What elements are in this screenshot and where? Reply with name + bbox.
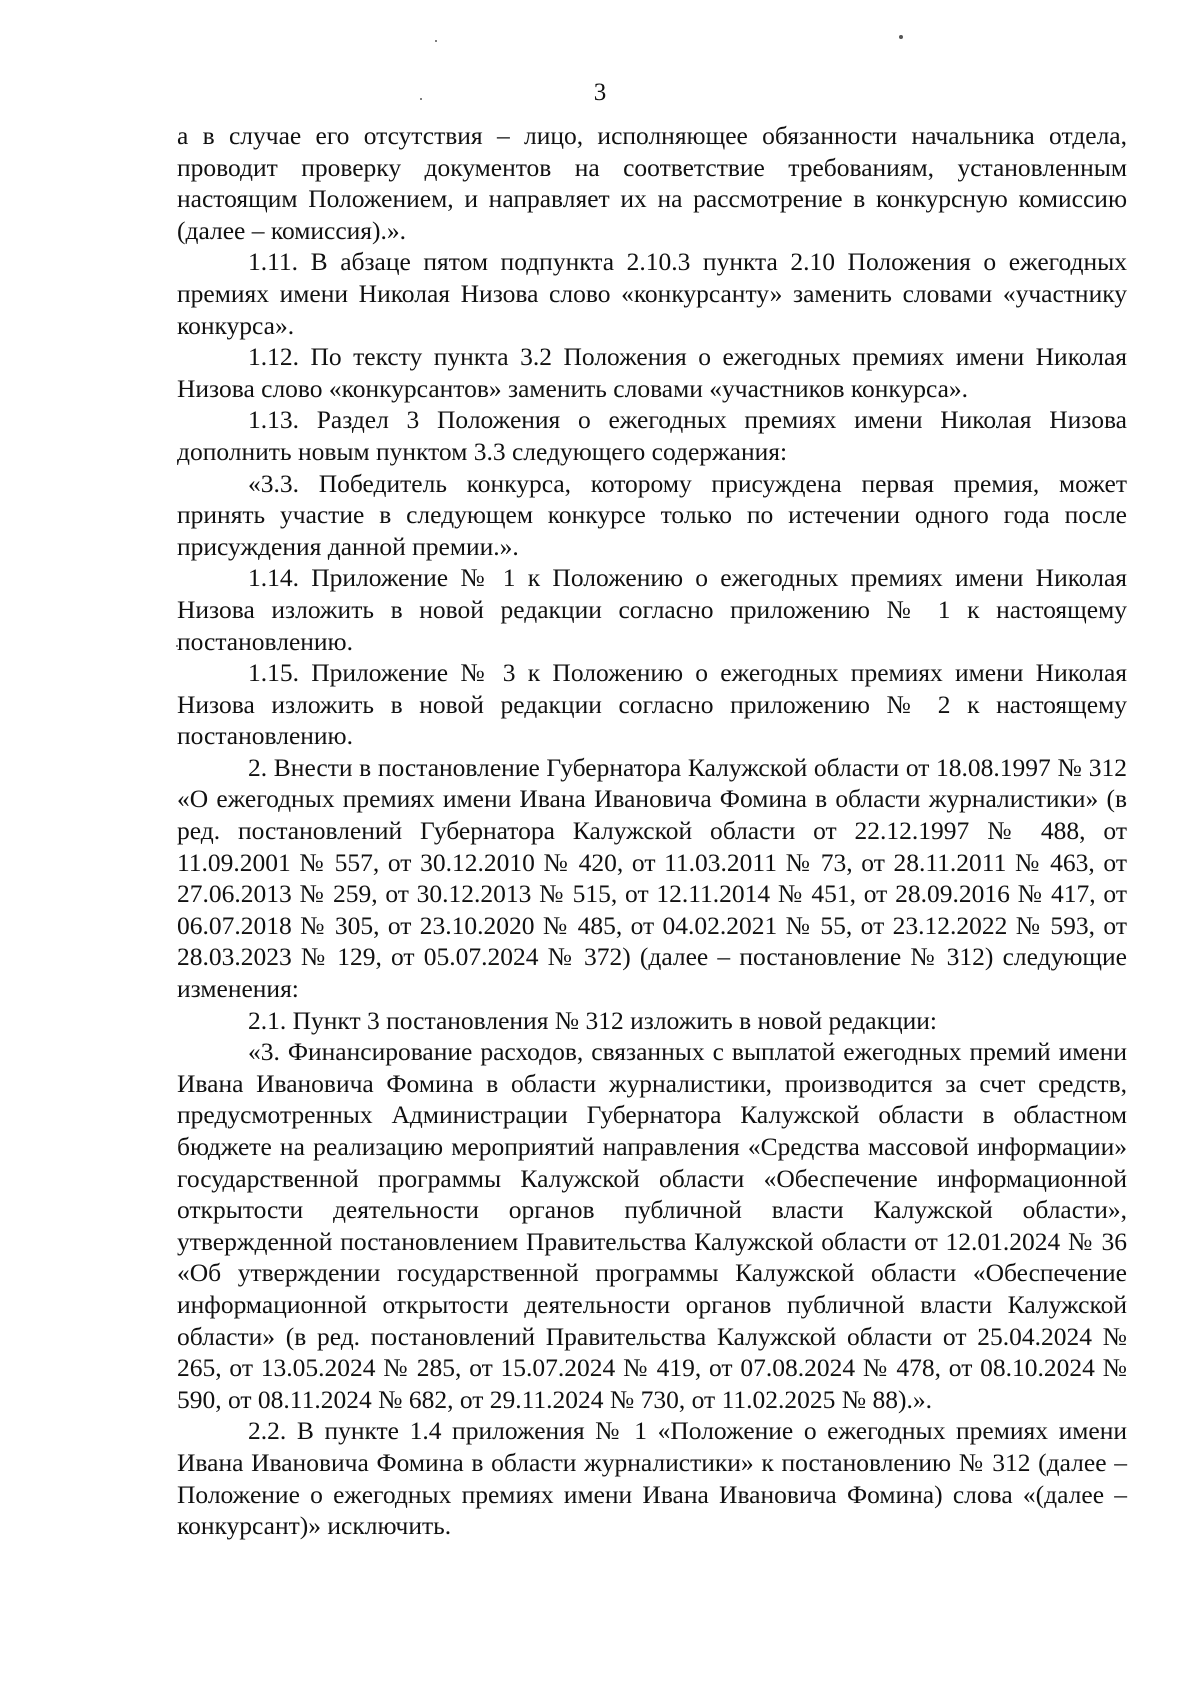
- paragraph-1-14: 1.14. Приложение № 1 к Положению о ежегодных премиях имени Николая Низова изложить в новой редакции согласно приложению № 1 к настоящему постановлению.: [177, 563, 1127, 656]
- document-body: [177, 120, 1127, 1542]
- paragraph-2: 2. Внести в постановление Губернатора Калужской области от 18.08.1997 № 312 «О ежегодных премиях имени Ивана Ивановича Фомина в области журналистики» (в ред. постановлений Губернатора Калужской области от 22.12.1997 № 488, от 11.09.2001 № 557, от 30.12.2010 № 420, от 11.03.2011 № 73, от 28.11.2011 № 463, от 27.06.2013 № 259, от 30.12.2013 № 515, от 12.11.2014 № 451, от 28.09.2016 № 417, от 06.07.2018 № 305, от 23.10.2020 № 485, от 04.02.2021 № 55, от 23.12.2022 № 593, от 28.03.2023 № 129, от 05.07.2024 № 372) (далее – постановление № 312) следующие изменения:: [177, 752, 1127, 1004]
- paragraph-1-12: 1.12. По тексту пункта 3.2 Положения о ежегодных премиях имени Николая Низова слово «конкурсантов» заменить словами «участников конкурса».: [177, 342, 1127, 403]
- paragraph-1-11: 1.11. В абзаце пятом подпункта 2.10.3 пункта 2.10 Положения о ежегодных премиях имени Николая Низова слово «конкурсанту» заменить словами «участнику конкурса».: [177, 247, 1127, 340]
- paragraph-1-13: 1.13. Раздел 3 Положения о ежегодных премиях имени Николая Низова дополнить новым пунктом 3.3 следующего содержания:: [177, 405, 1127, 466]
- paragraph-2-1: 2.1. Пункт 3 постановления № 312 изложить в новой редакции:: [248, 1005, 937, 1035]
- paragraph-quote-3-3: «3.3. Победитель конкурса, которому присуждена первая премия, может принять участие в следующем конкурсе только по истечении одного года после присуждения данной премии.».: [177, 468, 1127, 561]
- page-number: 3: [593, 79, 607, 106]
- paragraph-2-2: 2.2. В пункте 1.4 приложения № 1 «Положение о ежегодных премиях имени Ивана Ивановича Фомина в области журналистики» к постановлению № 312 (далее – Положение о ежегодных премиях имени Ивана Ивановича Фомина) слова «(далее – конкурсант)» исключить.: [177, 1416, 1127, 1541]
- paragraph-quote-3: «3. Финансирование расходов, связанных с выплатой ежегодных премий имени Ивана Ивановича Фомина в области журналистики, производится за счет средств, предусмотренных Администрации Губернатора Калужской области в областном бюджете на реализацию мероприятий направления «Средства массовой информации» государственной программы Калужской области «Обеспечение информационной открытости деятельности органов публичной власти Калужской области», утвержденной постановлением Правительства Калужской области от 12.01.2024 № 36 «Об утверждении государственной программы Калужской области «Обеспечение информационной открытости деятельности органов публичной власти Калужской области» (в ред. постановлений Правительства Калужской области от 25.04.2024 № 265, от 13.05.2024 № 285, от 15.07.2024 № 419, от 07.08.2024 № 478, от 08.10.2024 № 590, от 08.11.2024 № 682, от 29.11.2024 № 730, от 11.02.2025 № 88).».: [177, 1037, 1127, 1414]
- paragraph-continuation: а в случае его отсутствия – лицо, исполняющее обязанности начальника отдела, проводит проверку документов на соответствие требованиям, установленным настоящим Положением, и направляет их на рассмотрение в конкурсную комиссию (далее – комиссия).».: [177, 121, 1127, 245]
- paragraph-1-15: 1.15. Приложение № 3 к Положению о ежегодных премиях имени Николая Низова изложить в новой редакции согласно приложению № 2 к настоящему постановлению.: [177, 658, 1127, 751]
- scan-speck: [899, 35, 903, 39]
- scan-speck: [435, 40, 437, 42]
